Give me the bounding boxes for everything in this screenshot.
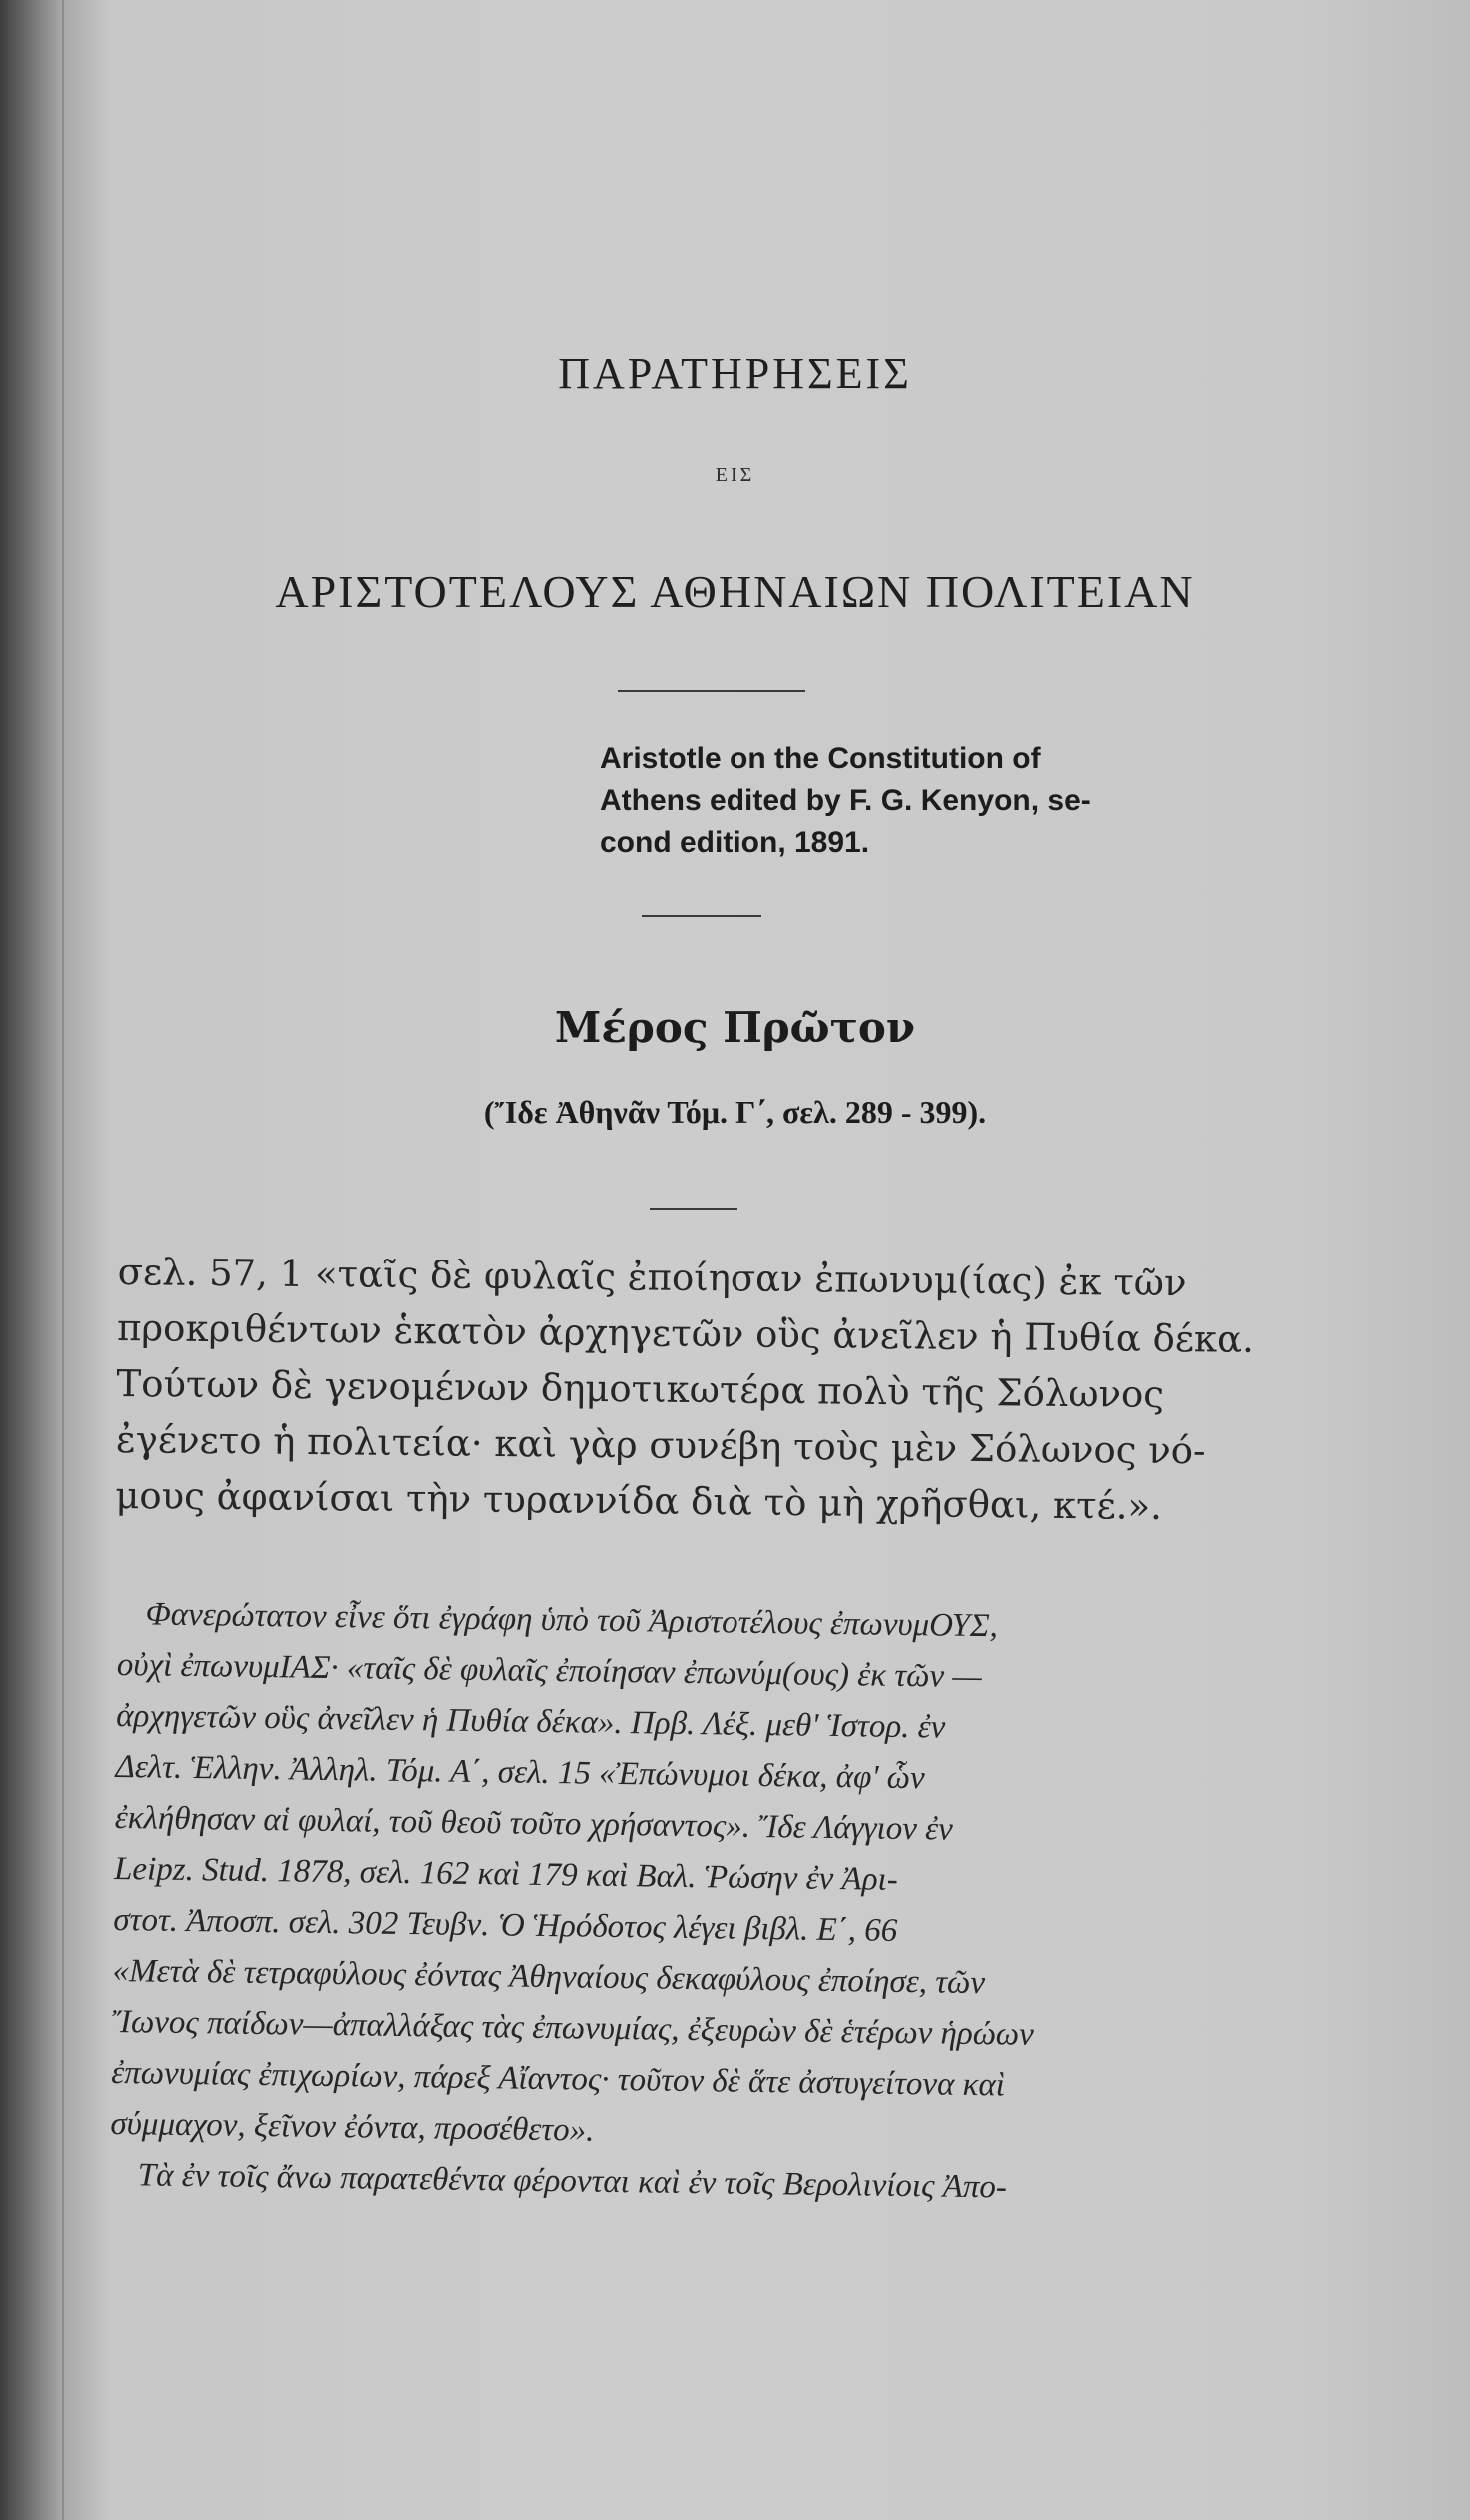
edition-line: cond edition, 1891. [600, 826, 870, 859]
commentary-line: Ἴωνος παίδων—ἀπαλλάξας τὰς ἐπωνυμίας, ἐξευρὼν δὲ ἑτέρων ἡρώων [111, 2003, 1034, 2053]
section-reference: (Ἴδε Ἀθηνᾶν Τόμ. Γ΄, σελ. 289 - 399). [483, 1094, 987, 1130]
edition-line: Athens edited by F. G. Kenyon, se- [600, 784, 1091, 817]
commentary-line: «Μετὰ δὲ τετραφύλους ἐόντας Ἀθηναίους δεκαφύλους ἐποίησε, τῶν [112, 1952, 986, 2002]
commentary-line: Δελτ. Ἑλλην. Ἀλληλ. Τόμ. Α΄, σελ. 15 «Ἐπώνυμοι δέκα, ἀφ' ὧν [115, 1748, 925, 1797]
commentary-line: ἐκλήθησαν αἱ φυλαί, τοῦ θεοῦ τοῦτο χρήσαντος». Ἴδε Λάγγιον ἐν [114, 1799, 954, 1848]
commentary-line: ἀρχηγετῶν οὓς ἀνεῖλεν ἡ Πυθία δέκα». Πρβ. Λέξ. μεθ' Ἱστορ. ἐν [115, 1697, 946, 1746]
commentary-line: Φανερώτατον εἶνε ὅτι ἐγράφη ὑπὸ τοῦ Ἀριστοτέλους ἐπωνυμΟΥΣ, [145, 1596, 999, 1645]
quote-line: Τούτων δὲ γενομένων δημοτικωτέρα πολὺ τῆς Σόλωνος [116, 1361, 1165, 1416]
title-preposition: ΕΙΣ [715, 464, 755, 486]
commentary-paragraph [109, 1589, 1376, 2219]
part-title: Μέρος Πρῶτον [554, 1003, 916, 1052]
commentary-line: Leipz. Stud. 1878, σελ. 162 καὶ 179 καὶ Βαλ. Ῥώσην ἐν Ἀρι- [113, 1850, 898, 1898]
commentary-line: ἐπωνυμίας ἐπιχωρίων, πάρεξ Αἴαντος· τοῦτον δὲ ἅτε ἀστυγείτονα καὶ [110, 2054, 1006, 2104]
quote-line: ἐγένετο ἡ πολιτεία· καὶ γὰρ συνέβη τοὺς μὲν Σόλωνος νό- [115, 1417, 1206, 1473]
quote-line: προκριθέντων ἑκατὸν ἀρχηγετῶν οὓς ἀνεῖλεν ἡ Πυθία δέκα. [116, 1305, 1255, 1361]
commentary-line: Τὰ ἐν τοῖς ἄνω παρατεθέντα φέρονται καὶ ἐν τοῖς Βερολινίοις Ἀπο- [137, 2157, 1008, 2206]
page-title: ΠΑΡΑΤΗΡΗΣΕΙΣ [558, 349, 912, 398]
rule-divider-2 [642, 915, 761, 917]
commentary-line: σύμμαχον, ξεῖνον ἐόντα, προσέθετο». [110, 2105, 595, 2149]
rule-divider-1 [618, 690, 805, 692]
commentary-line: οὐχὶ ἐπωνυμΙΑΣ· «ταῖς δὲ φυλαῖς ἐποίησαν ἐπωνύμ(ους) ἐκ τῶν — [116, 1646, 982, 1696]
quoted-passage [115, 1245, 1347, 1537]
quote-line: σελ. 57, 1 «ταῖς δὲ φυλαῖς ἐποίησαν ἐπωνυμ(ίας) ἐκ τῶν [117, 1250, 1187, 1305]
quote-line: μους ἀφανίσαι τὴν τυραννίδα διὰ τὸ μὴ χρῆσθαι, κτέ.». [115, 1473, 1163, 1528]
work-title: ΑΡΙΣΤΟΤΕΛΟΥΣ ΑΘΗΝΑΙΩΝ ΠΟΛΙΤΕΙΑΝ [275, 566, 1195, 617]
commentary-line: στοτ. Ἀποσπ. σελ. 302 Τευβν. Ὁ Ἡρόδοτος λέγει βιβλ. Ε΄, 66 [113, 1901, 898, 1949]
rule-divider-3 [650, 1208, 737, 1210]
edition-line: Aristotle on the Constitution of [600, 742, 1041, 775]
edition-note [600, 738, 1319, 864]
